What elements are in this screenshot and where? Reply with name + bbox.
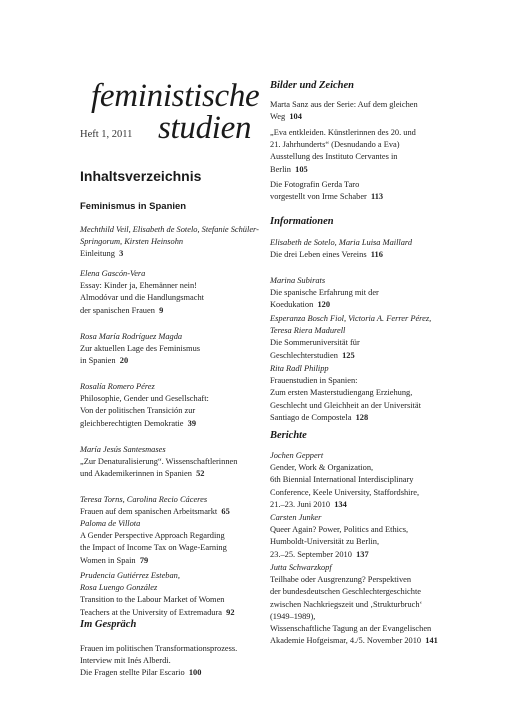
entry-title-line — [270, 99, 454, 111]
entry-title-line — [270, 524, 454, 536]
section-bilder: Bilder und Zeichen — [270, 80, 355, 91]
entry-text: (1949–1989), — [270, 611, 316, 621]
issue-label: Heft 1, 2011 — [80, 129, 133, 140]
entry-text: Women in Spain — [80, 555, 136, 565]
entry-title-line — [270, 387, 454, 399]
toc-entry — [270, 237, 454, 261]
entry-text: Interview mit Inés Alberdi. — [80, 656, 171, 666]
page-number: 100 — [184, 668, 202, 678]
entry-title-line — [80, 655, 260, 667]
page-number: 128 — [351, 412, 369, 422]
entry-title-line — [80, 594, 260, 606]
entry-title-line — [270, 179, 454, 191]
entry-title-line — [270, 462, 454, 474]
entry-text: 21.–23. Juni 2010 — [270, 499, 331, 509]
section-im-gespraech: Im Gespräch — [80, 619, 137, 630]
page-number: 39 — [183, 418, 197, 428]
page-number: 52 — [191, 469, 205, 479]
entry-title-line — [270, 599, 454, 611]
entry-text: Humboldt-Universität zu Berlin, — [270, 537, 380, 547]
entry-title-line — [270, 635, 454, 647]
entry-text: Conference, Keele University, Staffordshire, — [270, 487, 420, 497]
page-number: 116 — [366, 250, 383, 260]
entry-text: „Zur Denaturalisierung“. Wissenschaftlerinnen — [80, 457, 238, 467]
page-number: 141 — [421, 636, 438, 646]
entry-title-line — [270, 375, 454, 387]
entry-text: Zur aktuellen Lage des Feminismus — [80, 344, 201, 354]
page-number: 104 — [285, 112, 302, 122]
entry-text: Marta Sanz aus der Serie: Auf dem gleichen — [270, 100, 418, 109]
entry-text: the Impact of Income Tax on Wage-Earning — [80, 543, 227, 553]
entry-title-line — [270, 191, 454, 203]
entry-title-line — [270, 586, 454, 598]
entry-title-line — [80, 305, 260, 317]
entry-text: Einleitung — [80, 249, 115, 259]
entry-text: Essay: Kinder ja, Ehemänner nein! — [80, 281, 197, 291]
page-number: 134 — [330, 499, 347, 509]
section-berichte: Berichte — [270, 430, 307, 441]
toc-entry — [80, 570, 260, 619]
entry-text: Die spanische Erfahrung mit der — [270, 288, 379, 298]
entry-title-line — [270, 536, 454, 548]
entry-text: Die Fotografin Gerda Taro — [270, 180, 360, 189]
entry-author: Elena Gascón-Vera — [80, 269, 146, 278]
journal-title-line2: studien — [158, 110, 252, 146]
entry-text: Ausstellung des Instituto Cervantes in — [270, 152, 398, 162]
entry-text: Transition to the Labour Market of Women — [80, 595, 225, 605]
entry-text: Santiago de Compostela — [270, 412, 352, 422]
entry-text: vorgestellt von Irme Schaber — [270, 192, 367, 202]
entry-text: 23.–25. September 2010 — [270, 549, 352, 559]
entry-author: Rosa María Rodríguez Magda — [80, 332, 183, 341]
entry-title-line — [270, 249, 454, 261]
entry-text: der bundesdeutschen Geschlechtergeschichte — [270, 587, 421, 597]
toc-entry — [80, 518, 260, 567]
entry-author: Rosa Luengo González — [80, 583, 158, 593]
entry-text: A Gender Perspective Approach Regarding — [80, 531, 225, 541]
entry-title-line — [80, 506, 260, 518]
entry-title-line — [80, 405, 260, 417]
entry-title-line — [270, 474, 454, 486]
entry-text: Queer Again? Power, Politics and Ethics, — [270, 525, 409, 535]
toc-entry — [80, 494, 260, 518]
entry-text: Gender, Work & Organization, — [270, 463, 374, 473]
section-informationen: Informationen — [270, 216, 334, 227]
entry-text: Frauen auf dem spanischen Arbeitsmarkt — [80, 507, 218, 517]
entry-title-line — [270, 337, 454, 349]
entry-text: Teilhabe oder Ausgrenzung? Perspektiven — [270, 575, 412, 585]
toc-entry — [80, 331, 260, 368]
entry-author: Jutta Schwarzkopf — [270, 563, 332, 572]
entry-title-line — [80, 542, 260, 554]
toc-entry — [270, 179, 454, 203]
entry-text: Frauenstudien in Spanien: — [270, 376, 358, 386]
entry-title-line — [270, 549, 454, 561]
entry-title-line — [270, 499, 454, 511]
entry-author: Rosalía Romero Pérez — [80, 382, 155, 391]
entry-title-line — [270, 151, 454, 163]
entry-author: María Jesús Santesmases — [80, 445, 166, 454]
page-number: 120 — [313, 300, 331, 310]
entry-text: Die drei Leben eines Vereins — [270, 250, 367, 260]
entry-author: Carsten Junker — [270, 513, 322, 522]
toc-entry — [270, 127, 454, 176]
toc-entry — [80, 444, 260, 481]
page-number: 79 — [135, 555, 149, 565]
entry-title-line — [80, 280, 260, 292]
toc-entry — [80, 224, 260, 261]
entry-text: gleichberechtigten Demokratie — [80, 418, 184, 428]
toc-entry — [270, 99, 454, 123]
entry-text: Geschlecht und Gleichheit an der Universität — [270, 400, 421, 410]
entry-author: Esperanza Bosch Fiol, Victoria A. Ferrer Pérez, — [270, 314, 432, 323]
entry-author: Paloma de Villota — [80, 519, 141, 528]
entry-title-line — [80, 530, 260, 542]
entry-author: Springorum, Kirsten Heinsohn — [80, 237, 184, 247]
page-number: 105 — [290, 164, 308, 174]
toc-entry — [270, 562, 454, 647]
page-number: 113 — [366, 192, 384, 202]
entry-text: und Akademikerinnen in Spanien — [80, 469, 192, 479]
entry-title-line — [270, 299, 454, 311]
entry-text: Berlin — [270, 164, 291, 174]
entry-title-line — [270, 487, 454, 499]
entry-text: zwischen Nachkriegszeit und ‚Strukturbruch‘ — [270, 599, 423, 609]
entry-text: 6th Biennial International Interdisciplinary — [270, 475, 414, 485]
entry-text: Die Sommeruniversität für — [270, 338, 360, 348]
entry-text: Frauen im politischen Transformationsprozess. — [80, 644, 238, 653]
entry-title-line — [80, 667, 260, 679]
entry-title-line — [270, 623, 454, 635]
page-number: 125 — [337, 350, 355, 360]
entry-author: Prudencia Gutiérrez Esteban, — [80, 571, 180, 580]
journal-title-line1: feministische — [91, 78, 260, 114]
entry-text: Teachers at the University of Extremadura — [80, 607, 222, 617]
toc-entry — [270, 275, 454, 312]
entry-title-line — [270, 574, 454, 586]
entry-title-line — [270, 611, 454, 623]
entry-title-line — [270, 139, 454, 151]
entry-title-line — [80, 292, 260, 304]
entry-author: Teresa Riera Madurell — [270, 326, 346, 336]
page-number: 65 — [217, 507, 230, 517]
page-number: 3 — [114, 249, 124, 259]
section-feminismus: Feminismus in Spanien — [80, 201, 187, 212]
entry-author: Elisabeth de Sotelo, Maria Luisa Maillard — [270, 238, 413, 247]
toc-entry — [270, 313, 454, 362]
entry-title-line — [80, 248, 260, 260]
toc-heading: Inhaltsverzeichnis — [80, 168, 202, 184]
entry-title-line — [80, 418, 260, 430]
entry-title-line — [80, 468, 260, 480]
entry-title-line — [80, 555, 260, 567]
entry-title-line — [80, 355, 260, 367]
entry-title-line — [80, 393, 260, 405]
entry-text: Weg — [270, 112, 286, 122]
entry-text: Die Fragen stellte Pilar Escario — [80, 668, 185, 678]
page-number: 20 — [115, 356, 129, 366]
toc-entry — [80, 268, 260, 317]
entry-author: Mechthild Veil, Elisabeth de Sotelo, Stefanie Schüler- — [80, 225, 259, 234]
entry-title-line — [270, 164, 454, 176]
entry-text: Wissenschaftliche Tagung an der Evangelischen — [270, 624, 432, 634]
toc-entry — [270, 450, 454, 511]
entry-author: Rita Radl Philipp — [270, 364, 329, 373]
page-number: 92 — [221, 607, 235, 617]
entry-author: Jochen Geppert — [270, 451, 324, 460]
page-number: 9 — [154, 305, 164, 315]
entry-title-line — [270, 127, 454, 139]
entry-title-line — [80, 607, 260, 619]
entry-text: 21. Jahrhunderts“ (Desnudando a Eva) — [270, 140, 400, 150]
entry-title-line — [270, 350, 454, 362]
entry-author: Marina Subirats — [270, 276, 326, 285]
entry-title-line — [270, 400, 454, 412]
entry-text: in Spanien — [80, 356, 116, 366]
toc-entry — [270, 363, 454, 424]
page-number: 137 — [351, 549, 369, 559]
toc-entry — [270, 512, 454, 561]
entry-text: der spanischen Frauen — [80, 305, 155, 315]
toc-entry — [80, 381, 260, 430]
entry-title-line — [80, 643, 260, 655]
entry-title-line — [270, 287, 454, 299]
entry-text: Geschlechterstudien — [270, 350, 338, 360]
entry-text: Philosophie, Gender und Gesellschaft: — [80, 394, 209, 404]
toc-entry — [80, 643, 260, 680]
entry-title-line — [270, 412, 454, 424]
entry-author: Teresa Torns, Carolina Recio Cáceres — [80, 495, 208, 504]
entry-title-line — [80, 456, 260, 468]
entry-text: Koedukation — [270, 300, 314, 310]
entry-text: Zum ersten Masterstudiengang Erziehung, — [270, 388, 413, 398]
entry-text: „Eva entkleiden. Künstlerinnen des 20. und — [270, 128, 416, 137]
entry-text: Von der politischen Transición zur — [80, 406, 196, 416]
entry-text: Almodóvar und die Handlungsmacht — [80, 293, 204, 303]
entry-title-line — [270, 111, 454, 123]
entry-text: Akademie Hofgeismar, 4./5. November 2010 — [270, 636, 422, 646]
entry-title-line — [80, 343, 260, 355]
